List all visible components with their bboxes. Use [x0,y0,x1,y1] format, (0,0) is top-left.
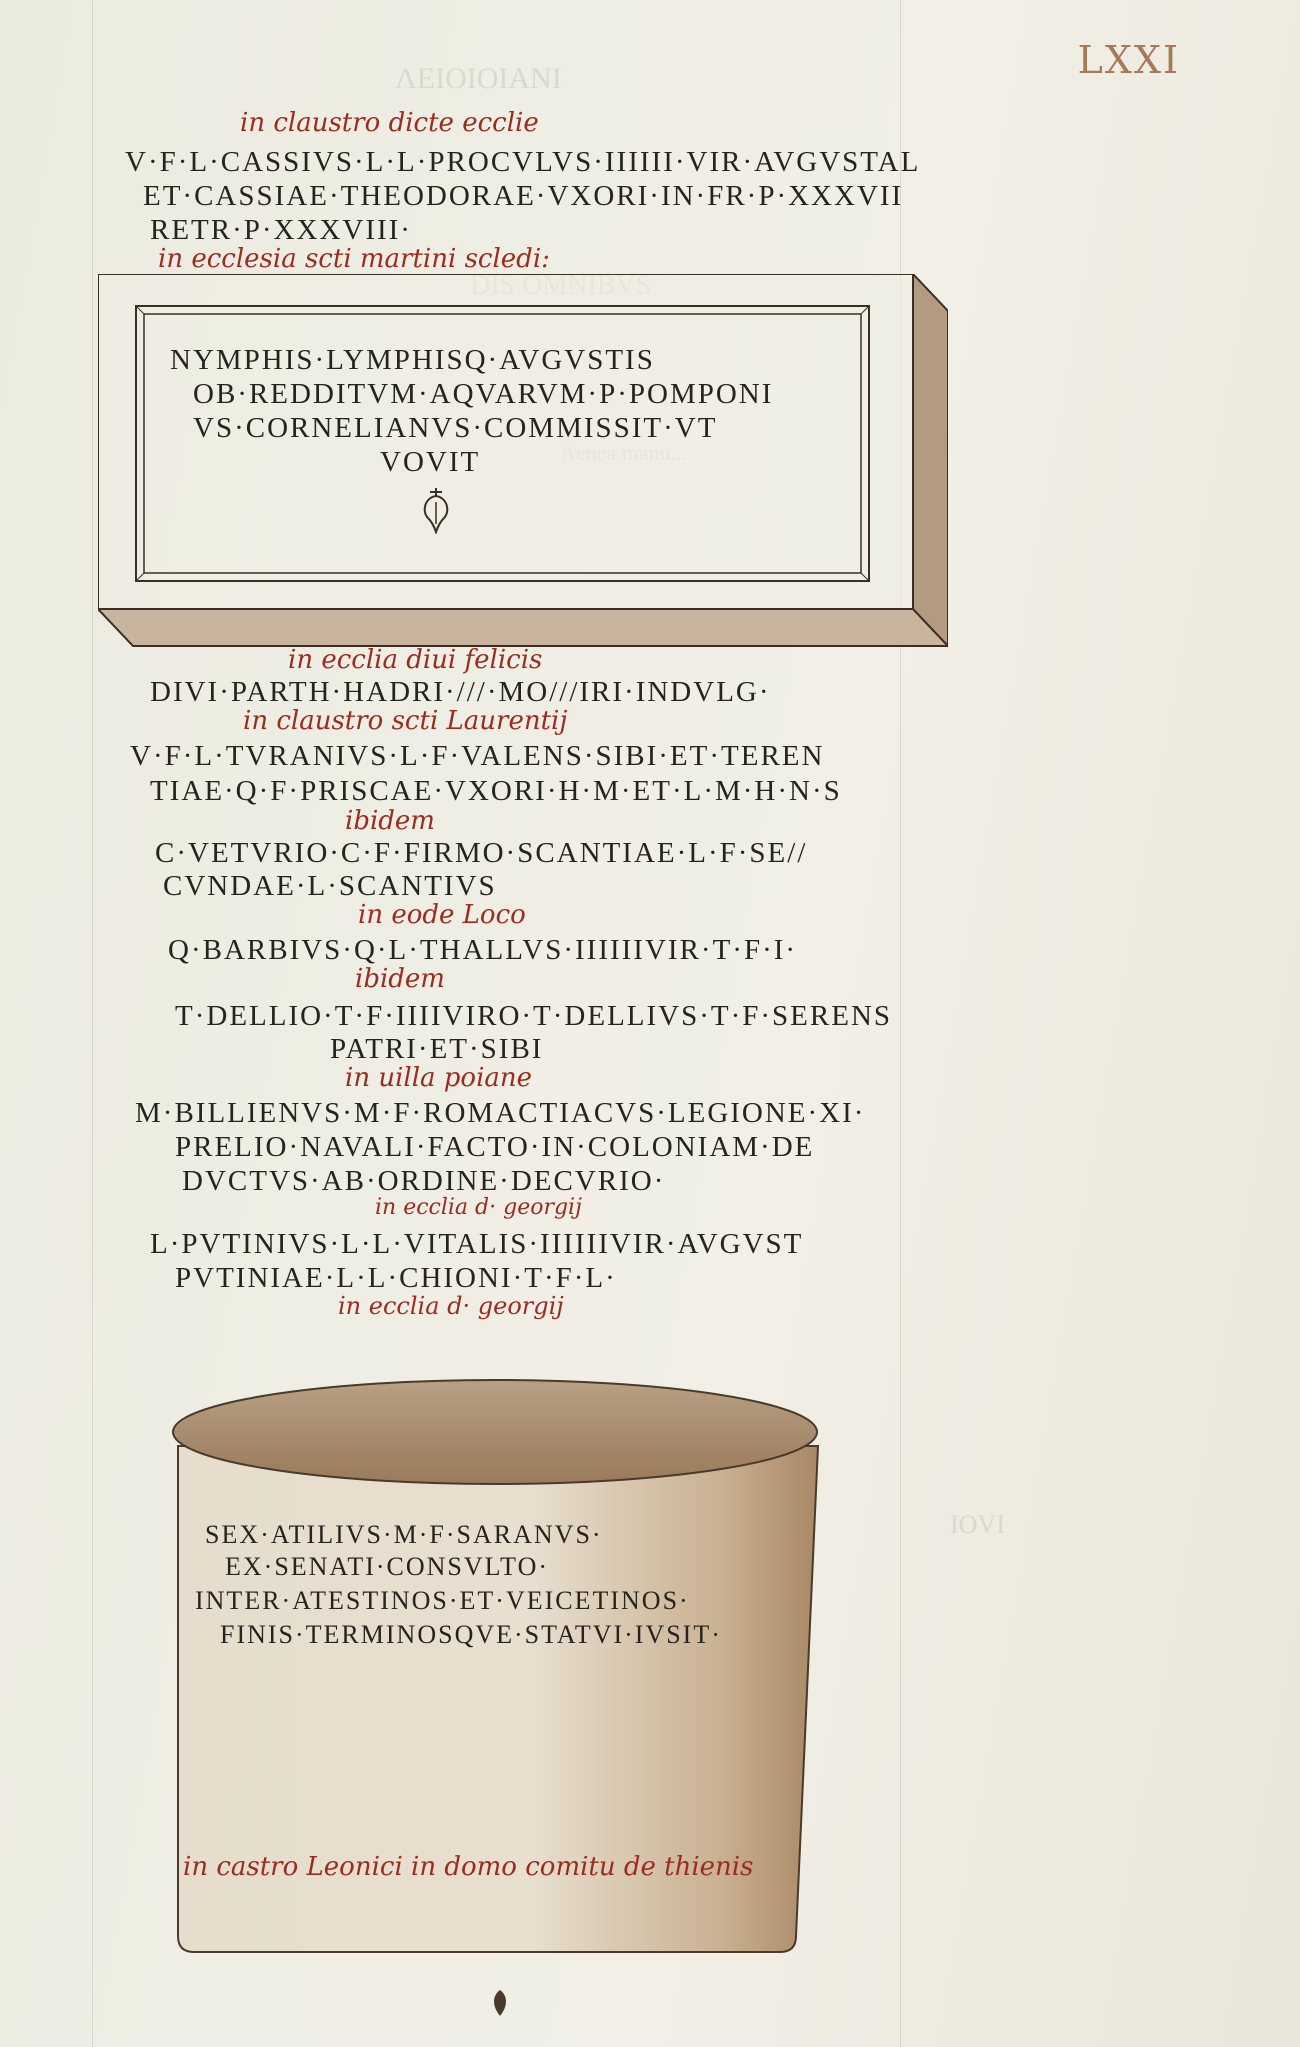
rubric-leonici: in castro Leonici in domo comitu de thienis [183,1852,754,1882]
rubric-felicis: in ecclia diui felicis [288,645,543,675]
rubric-georgij: in ecclia d· georgij [375,1195,582,1220]
tablet-line: VS·CORNELIANVS·COMMISSIT·VT [193,412,718,444]
flourish-icon [488,1988,512,2018]
inscription-line: V·F·L·TVRANIVS·L·F·VALENS·SIBI·ET·TEREN [130,740,825,772]
tablet-svg [98,274,948,650]
tablet-line: NYMPHIS·LYMPHISQ·AVGVSTIS [170,344,655,376]
rubric-poiane: in uilla poiane [345,1063,533,1093]
rubric-ibidem: ibidem [345,806,435,836]
tablet-line: OB·REDDITVM·AQVARVM·P·POMPONI [193,378,774,410]
inscription-line: DVCTVS·AB·ORDINE·DECVRIO· [182,1165,666,1197]
inscription-line: ET·CASSIAE·THEODORAE·VXORI·IN·FR·P·XXXVII [143,180,904,212]
rubric-claustro: in claustro dicte ecclie [240,108,539,138]
inscription-line: RETR·P·XXXVIII· [150,214,412,246]
rubric-georgij: in ecclia d· georgij [338,1292,564,1320]
cylinder-line: SEX·ATILIVS·M·F·SARANVS· [205,1520,603,1549]
inscription-line: L·PVTINIVS·L·L·VITALIS·IIIIIIVIR·AVGVST [150,1228,804,1260]
rubric-martini: in ecclesia scti martini scledi: [158,244,550,274]
inscription-line: Q·BARBIVS·Q·L·THALLVS·IIIIIIVIR·T·F·I· [168,934,798,966]
cylinder-line: FINIS·TERMINOSQVE·STATVI·IVSIT· [220,1620,722,1649]
inscription-line: T·DELLIO·T·F·IIIIVIRO·T·DELLIVS·T·F·SERENS [175,1000,893,1032]
inscription-line: CVNDAE·L·SCANTIVS [163,870,497,902]
inscription-line: PRELIO·NAVALI·FACTO·IN·COLONIAM·DE [175,1131,815,1163]
rubric-eode-loco: in eode Loco [358,900,526,930]
stone-tablet-drawing [98,274,948,650]
inscription-line: V·F·L·CASSIVS·L·L·PROCVLVS·IIIIII·VIR·AVGVSTAL [125,146,921,178]
inscription-line: PVTINIAE·L·L·CHIONI·T·F·L· [175,1262,617,1294]
inscription-line: M·BILLIENVS·M·F·ROMACTIACVS·LEGIONE·XI· [135,1097,866,1129]
rubric-ibidem: ibidem [355,964,445,994]
inscription-line: DIVI·PARTH·HADRI·///·MO///IRI·INDVLG· [150,676,771,708]
folio-number: LXXI [1077,38,1180,82]
tablet-line: VOVIT [380,446,481,478]
inscription-line: C·VETVRIO·C·F·FIRMO·SCANTIAE·L·F·SE// [155,837,808,869]
ivy-leaf-icon [418,486,454,534]
inscription-line: PATRI·ET·SIBI [330,1033,544,1065]
inscription-line: TIAE·Q·F·PRISCAE·VXORI·H·M·ET·L·M·H·N·S [150,775,842,807]
rubric-laurentij: in claustro scti Laurentij [243,706,568,736]
cylinder-line: INTER·ATESTINOS·ET·VEICETINOS· [195,1586,690,1615]
cylinder-line: EX·SENATI·CONSVLTO· [225,1552,549,1581]
cylinder-stone-drawing [170,1376,820,1961]
